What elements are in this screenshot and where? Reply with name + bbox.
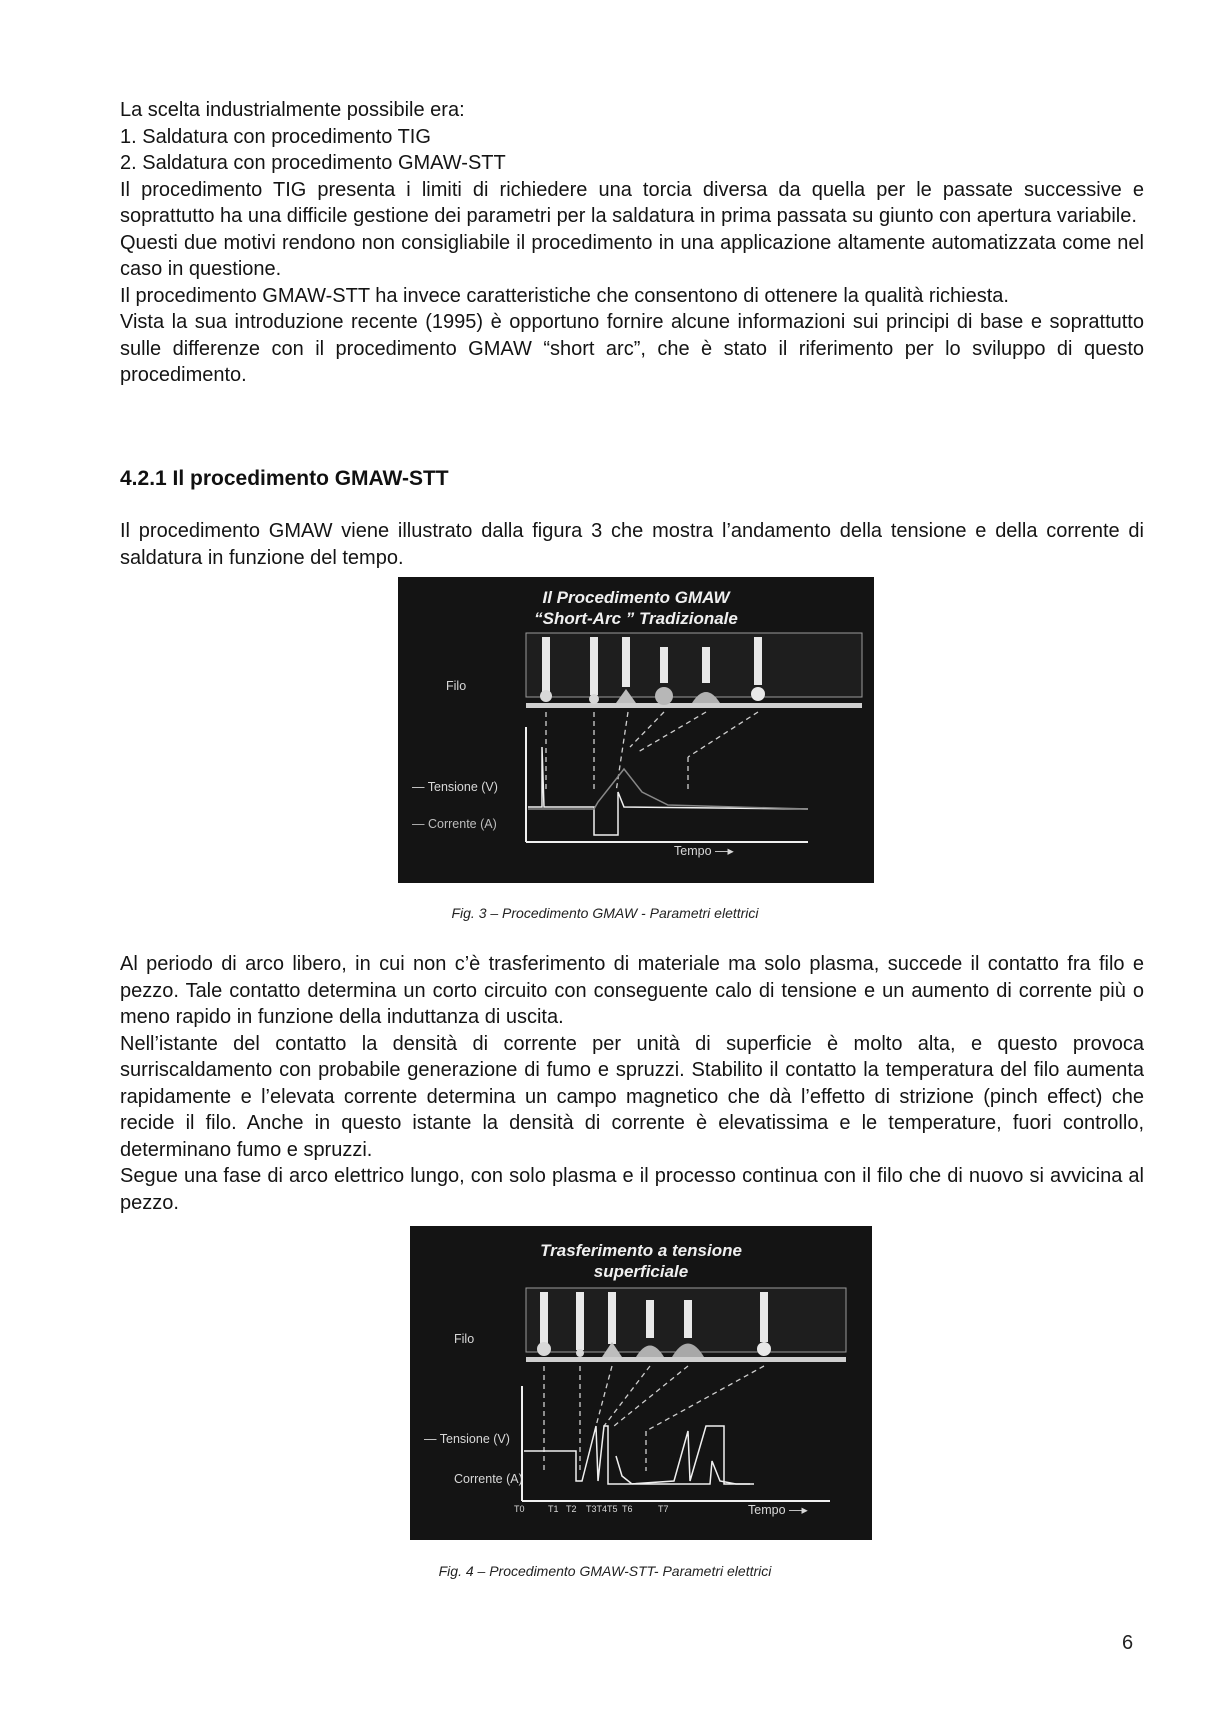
intro-paragraph-block: [120, 518, 1144, 571]
paragraph: Il procedimento GMAW-STT ha invece caratteristiche che consentono di ottenere la qualità richiesta.: [120, 284, 1009, 307]
tensione-label-text: Tensione (V): [427, 780, 498, 794]
paragraph: Questi due motivi rendono non consigliabile il procedimento in una applicazione altamente automatizzata come nel caso in questione.: [120, 231, 1144, 280]
tensione-label: — Tensione (V): [412, 780, 498, 794]
paragraph: Al periodo di arco libero, in cui non c’è trasferimento di materiale ma solo plasma, succede il contatto fra filo e pezzo. Tale contatto determina un corto circuito con conseguente calo di tensione e un aumento di corrente più o meno rapido in funzione della induttanza di uscita.: [120, 953, 1144, 1028]
tempo-label-text: Tempo: [748, 1503, 786, 1517]
current-trace: [528, 769, 808, 809]
wire-panel: [526, 1288, 846, 1362]
page-number: 6: [1122, 1632, 1134, 1654]
voltage-trace: [528, 747, 808, 835]
voltage-trace: [524, 1426, 754, 1484]
time-mark-t6: T6: [622, 1504, 633, 1514]
phase-links: [546, 712, 758, 792]
corrente-label-text: Corrente (A): [427, 817, 497, 831]
time-mark-t1: T1: [548, 1504, 559, 1514]
tensione-label: — Tensione (V): [424, 1432, 510, 1446]
figure-3-diagram: [398, 577, 874, 883]
list-item: 1. Saldatura con procedimento TIG: [120, 125, 431, 148]
tensione-label-text: Tensione (V): [439, 1432, 510, 1446]
middle-text-block: [120, 951, 1144, 1216]
wire-panel: [526, 633, 862, 708]
figure-3-caption: Fig. 3 – Procedimento GMAW - Parametri elettrici: [451, 905, 759, 921]
figure-3-title-line2: “Short-Arc ” Tradizionale: [534, 609, 738, 628]
paragraph: Il procedimento GMAW viene illustrato dalla figura 3 che mostra l’andamento della tensione e della corrente di saldatura in funzione del tempo.: [120, 520, 1144, 569]
time-mark-t2: T2: [566, 1504, 577, 1514]
paragraph: Il procedimento TIG presenta i limiti di richiedere una torcia diversa da quella per le passate successive e soprattutto ha una difficile gestione dei parametri per la saldatura in prima passata su giunto con apertura variabile.: [120, 178, 1144, 227]
axes: [526, 727, 808, 842]
figure-3-title-line1: Il Procedimento GMAW: [542, 588, 730, 607]
figure-4-title-line1: Trasferimento a tensione: [540, 1241, 742, 1260]
figure-3: [398, 577, 874, 883]
arrow-right-icon: —▸: [715, 844, 734, 858]
section-heading: 4.2.1 Il procedimento GMAW-STT: [120, 467, 449, 490]
filo-label: Filo: [446, 679, 467, 693]
time-mark-t3t4t5: T3T4T5: [586, 1504, 618, 1514]
paragraph: La scelta industrialmente possibile era:: [120, 99, 465, 121]
figure-4-diagram: [410, 1226, 872, 1540]
figure-4-caption: Fig. 4 – Procedimento GMAW-STT- Parametri elettrici: [438, 1563, 772, 1579]
paragraph: Nell’istante del contatto la densità di corrente per unità di superficie è molto alta, e questo provoca surriscaldamento con probabile generazione di fumo e spruzzi. Stabilito il contatto la temperatura del filo aumenta rapidamente e l’elevata corrente determina un campo magnetico che dà l’effetto di strizione (pinch effect) che recide il filo. Anche in questo istante la densità di corrente è elevatissima e le temperature, fuori controllo, determinano fumo e spruzzi.: [120, 1032, 1144, 1161]
figure-4: [410, 1226, 872, 1540]
time-mark-t7: T7: [658, 1504, 669, 1514]
tempo-label-text: Tempo: [674, 844, 712, 858]
figure-4-title-line2: superficiale: [593, 1262, 689, 1281]
intro-text-block: [120, 97, 1144, 389]
list-item: 2. Saldatura con procedimento GMAW-STT: [120, 152, 506, 174]
phase-links: [544, 1366, 764, 1471]
corrente-label-text: Corrente (A): [454, 1472, 523, 1486]
paragraph: Vista la sua introduzione recente (1995) è opportuno fornire alcune informazioni sui principi di base e soprattutto sulle differenze con il procedimento GMAW “short arc”, che è stato il riferimento per lo sviluppo di questo procedimento.: [120, 311, 1144, 386]
filo-label: Filo: [454, 1332, 475, 1346]
arrow-right-icon: —▸: [789, 1503, 808, 1517]
corrente-label: — Corrente (A): [412, 817, 497, 831]
current-trace: [616, 1456, 750, 1484]
paragraph: Segue una fase di arco elettrico lungo, con solo plasma e il processo continua con il filo che di nuovo si avvicina al pezzo.: [120, 1165, 1144, 1214]
time-mark-t0: T0: [514, 1504, 525, 1514]
